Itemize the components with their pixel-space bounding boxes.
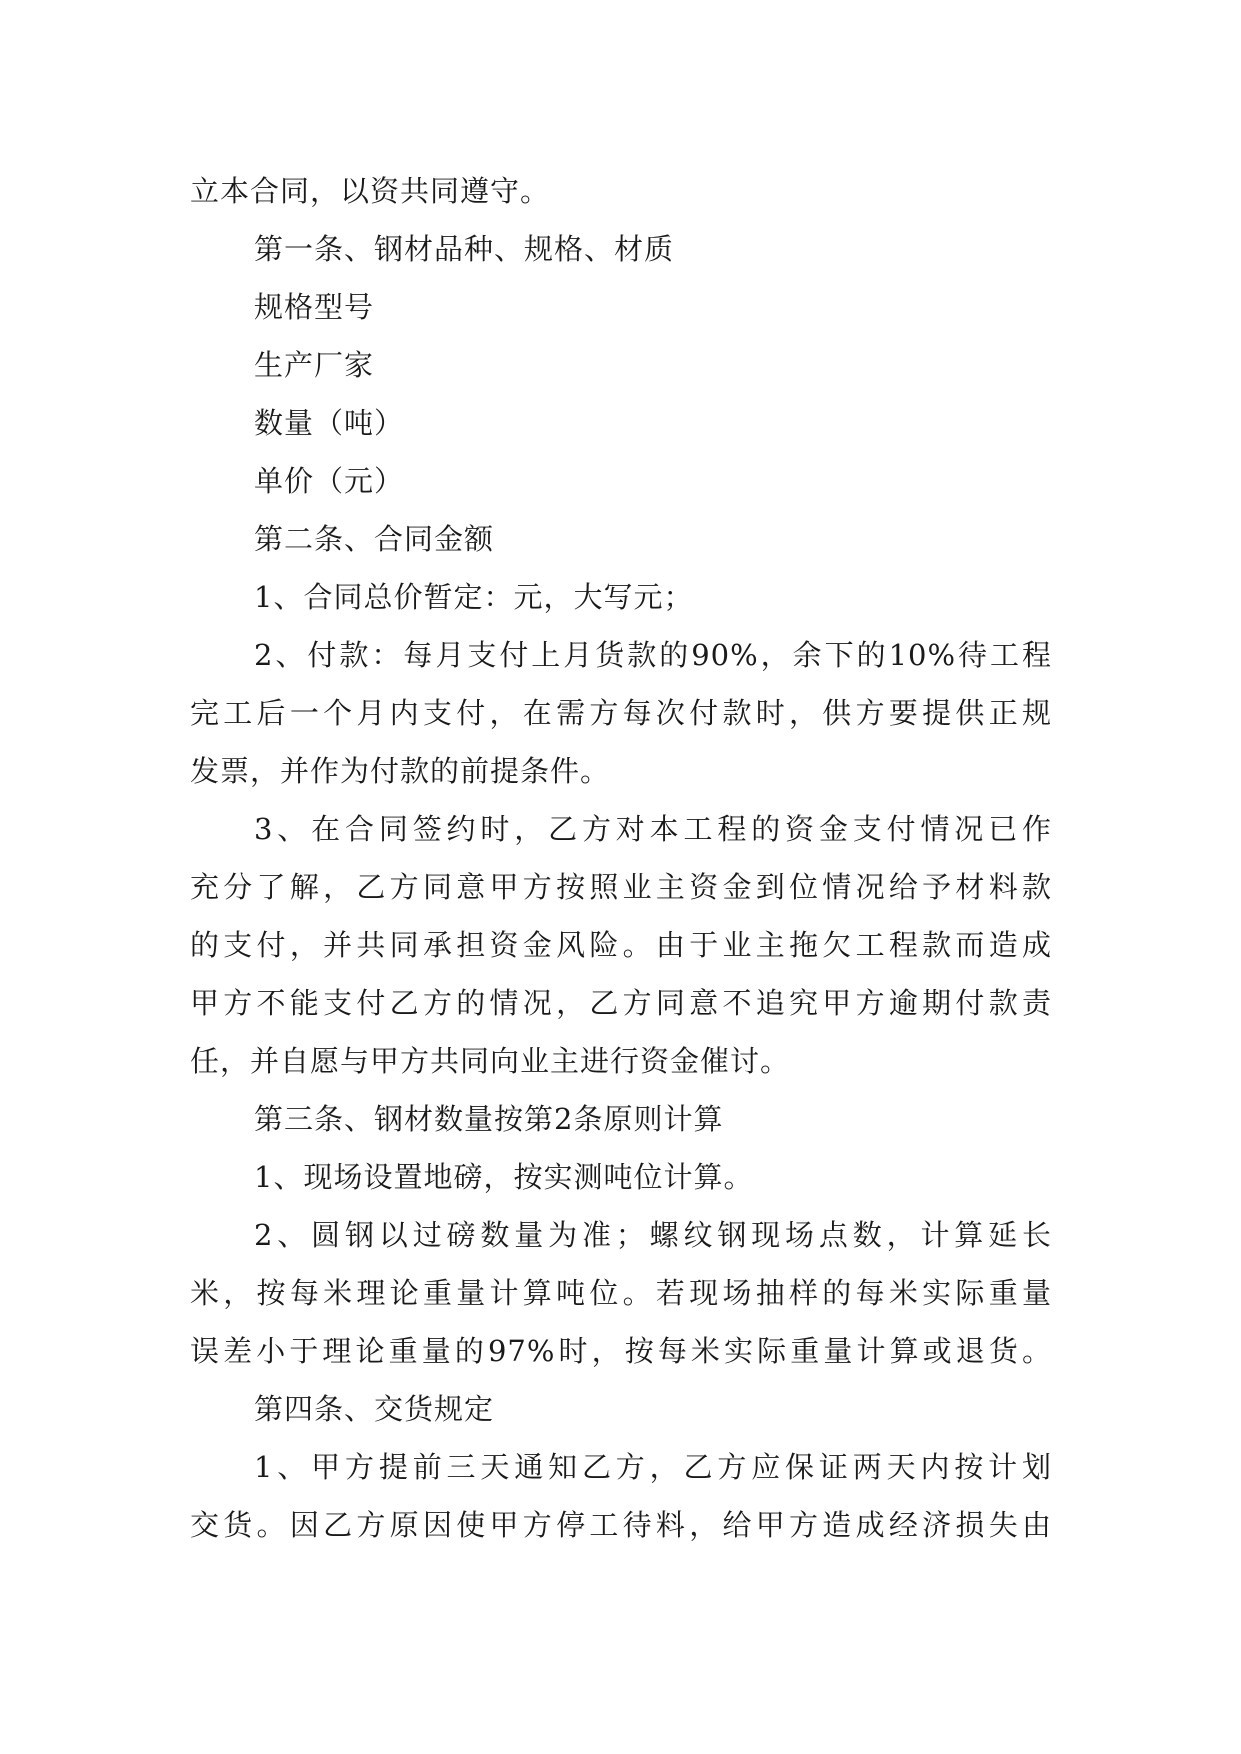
section-heading: 第四条、交货规定 xyxy=(254,1392,495,1426)
text-line: 1、现场设置地磅，按实测吨位计算。 xyxy=(254,1160,754,1194)
text-line: 3、在合同签约时，乙方对本工程的资金支付情况已作 xyxy=(254,812,1052,846)
text-line: 规格型号 xyxy=(254,290,375,324)
text-line: 生产厂家 xyxy=(254,348,375,382)
section-heading: 第三条、钢材数量按第2条原则计算 xyxy=(254,1102,724,1136)
text-line: 单价（元） xyxy=(254,464,405,498)
section-heading: 第二条、合同金额 xyxy=(254,522,495,556)
text-line: 充分了解，乙方同意甲方按照业主资金到位情况给予材料款 xyxy=(190,870,1052,904)
text-line: 1、甲方提前三天通知乙方，乙方应保证两天内按计划 xyxy=(254,1450,1052,1484)
text-line: 1、合同总价暂定：元，大写元； xyxy=(254,580,694,614)
text-line: 数量（吨） xyxy=(254,406,405,440)
text-line: 2、付款：每月支付上月货款的90%，余下的10%待工程 xyxy=(254,638,1052,672)
document-page xyxy=(190,162,1052,1554)
text-line: 甲方不能支付乙方的情况，乙方同意不追究甲方逾期付款责 xyxy=(190,986,1052,1020)
text-line: 发票，并作为付款的前提条件。 xyxy=(190,754,611,788)
section-heading: 第一条、钢材品种、规格、材质 xyxy=(254,232,675,266)
text-line: 误差小于理论重量的97%时，按每米实际重量计算或退货。 xyxy=(190,1334,1052,1368)
text-line: 米，按每米理论重量计算吨位。若现场抽样的每米实际重量 xyxy=(190,1276,1052,1310)
text-line: 交货。因乙方原因使甲方停工待料，给甲方造成经济损失由 xyxy=(190,1508,1052,1542)
text-line: 立本合同，以资共同遵守。 xyxy=(190,174,551,208)
text-line: 完工后一个月内支付，在需方每次付款时，供方要提供正规 xyxy=(190,696,1052,730)
text-line: 2、圆钢以过磅数量为准；螺纹钢现场点数，计算延长 xyxy=(254,1218,1052,1252)
text-line: 任，并自愿与甲方共同向业主进行资金催讨。 xyxy=(190,1044,791,1078)
text-line: 的支付，并共同承担资金风险。由于业主拖欠工程款而造成 xyxy=(190,928,1052,962)
